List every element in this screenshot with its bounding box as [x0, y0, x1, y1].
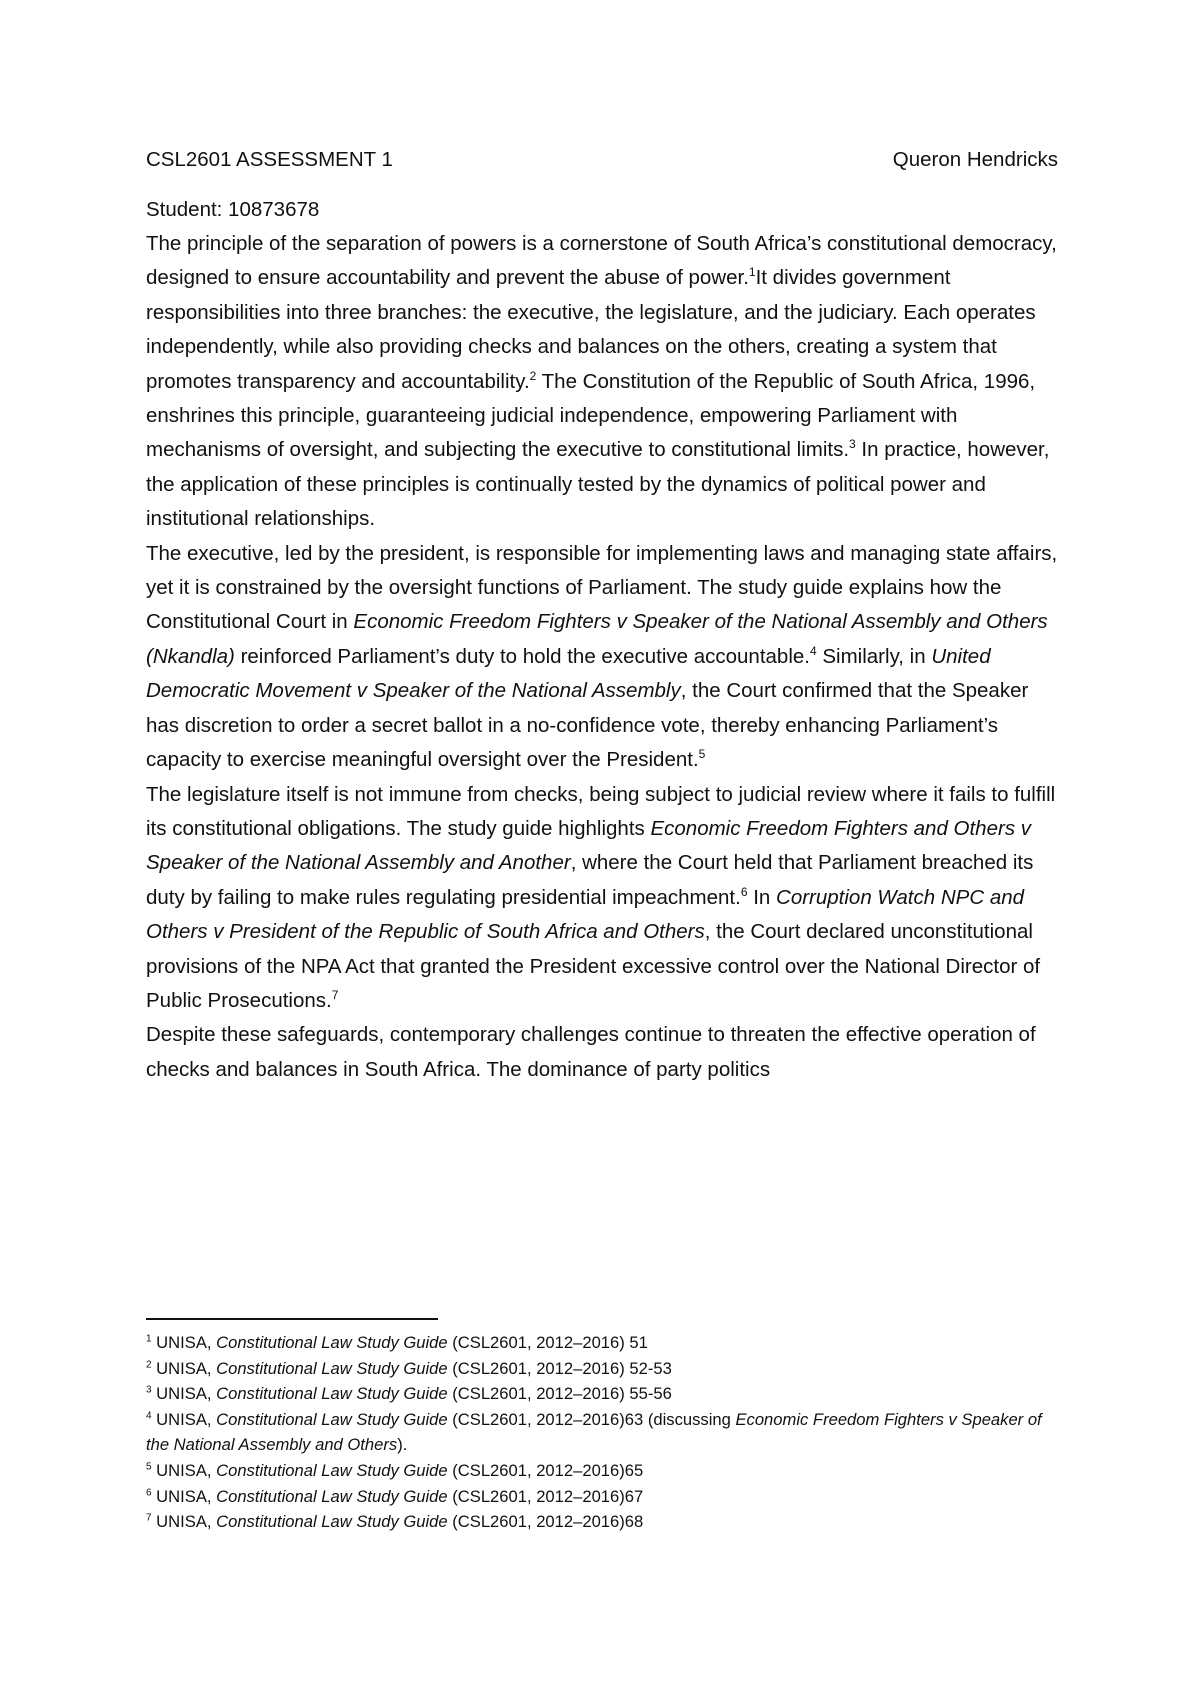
footnote-tail: (CSL2601, 2012–2016) 52-53: [447, 1358, 672, 1378]
text-run: The principle of the separation of powers is a cornerstone of South Africa’s constitutional democracy, designed to ensure accountability and prevent the abuse of power.: [146, 232, 1057, 290]
case-name: Corruption Watch NPC and Others v President of the Republic of South Africa and Others: [146, 885, 1025, 944]
footnote-2: [146, 1356, 1058, 1382]
footnote-prefix: UNISA,: [151, 1384, 217, 1404]
footnote-title: Constitutional Law Study Guide: [216, 1512, 448, 1532]
footnote-number: 5: [146, 1461, 152, 1473]
footnote-tail: (CSL2601, 2012–2016)63 (discussing: [447, 1409, 736, 1429]
footnotes: [146, 1330, 1058, 1535]
document-header: [146, 143, 1058, 177]
footnote-title: Constitutional Law Study Guide: [216, 1333, 448, 1352]
footnote-ref-1: 1: [748, 265, 756, 280]
footnote-tail: (CSL2601, 2012–2016)65: [447, 1460, 644, 1480]
case-name: Economic Freedom Fighters v Speaker of the National Assembly and Others (Nkandla): [146, 610, 1048, 668]
footnote-tail: (CSL2601, 2012–2016)67: [447, 1486, 644, 1506]
text-run: It divides government responsibilities into three branches: the executive, the legislature, and the judiciary. Each operates independently, while also providing checks and balances on the others, creating a system that promotes transparency and accountability.: [146, 266, 1036, 393]
footnote-4: [146, 1407, 1058, 1458]
footnote-ref-5: 5: [698, 747, 706, 762]
footnote-number: 3: [146, 1384, 152, 1396]
text-run: In: [747, 885, 777, 909]
footnote-ref-3: 3: [849, 437, 856, 452]
footnote-prefix: UNISA,: [151, 1512, 217, 1532]
footnote-title: Constitutional Law Study Guide: [216, 1409, 448, 1429]
footnote-tail: (CSL2601, 2012–2016) 51: [447, 1333, 648, 1352]
paragraph-executive: [146, 537, 1058, 778]
student-number: Student: 10873678: [146, 198, 320, 221]
footnote-ref-4: 4: [809, 644, 817, 659]
text-run: , the Court declared unconstitutional provisions of the NPA Act that granted the President excessive control over the National Director of Public Prosecutions.: [146, 920, 1041, 1012]
footnote-1: [146, 1330, 1058, 1356]
footnote-ref-7: 7: [331, 988, 339, 1003]
author-name: Queron Hendricks: [892, 148, 1058, 171]
footnote-prefix: UNISA,: [151, 1460, 217, 1480]
text-run: In practice, however, the application of these principles is continually tested by the dynamics of political power and institutional relationships.: [146, 438, 1050, 531]
footnote-tail: (CSL2601, 2012–2016)68: [447, 1512, 644, 1532]
paragraph-legislature: [146, 778, 1058, 1019]
document-body: [146, 143, 1058, 1087]
footnote-prefix: UNISA,: [151, 1333, 217, 1352]
paragraph-challenges: [146, 1018, 1058, 1087]
case-name: Economic Freedom Fighters and Others v Speaker of the National Assembly and Another: [146, 816, 1032, 875]
footnote-number: 6: [146, 1487, 152, 1499]
text-run: Similarly, in: [816, 644, 932, 668]
footnote-ref-6: 6: [740, 884, 748, 899]
case-name: United Democratic Movement v Speaker of the National Assembly: [146, 644, 991, 703]
footnote-number: 1: [146, 1333, 152, 1345]
text-run: The executive, led by the president, is responsible for implementing laws and managing state affairs, yet it is constrained by the oversight functions of Parliament. The study guide explains how the Constitutional Court in: [146, 541, 1058, 634]
footnote-ref-2: 2: [529, 368, 537, 383]
footnote-title: Constitutional Law Study Guide: [216, 1486, 448, 1506]
paragraph-introduction: [146, 227, 1058, 537]
text-run: Despite these safeguards, contemporary challenges continue to threaten the effective operation of checks and balances in South Africa. The dominance of party politics: [146, 1023, 1036, 1081]
text-run: , where the Court held that Parliament breached its duty by failing to make rules regulating presidential impeachment.: [146, 851, 1034, 909]
footnote-end: ).: [397, 1435, 408, 1455]
footnote-title: Constitutional Law Study Guide: [216, 1384, 448, 1404]
footnote-7: [146, 1509, 1058, 1535]
course-title: CSL2601 ASSESSMENT 1: [146, 148, 393, 171]
footnote-tail: (CSL2601, 2012–2016) 55-56: [447, 1384, 672, 1404]
footnote-prefix: UNISA,: [151, 1409, 217, 1429]
footnote-6: [146, 1484, 1058, 1510]
footnote-separator: [146, 1318, 438, 1320]
footnote-title: Constitutional Law Study Guide: [216, 1358, 448, 1378]
footnote-3: [146, 1381, 1058, 1407]
footnote-case-name: Economic Freedom Fighters v Speaker of the National Assembly and Others: [146, 1409, 1042, 1455]
text-run: , the Court confirmed that the Speaker has discretion to order a secret ballot in a no-confidence vote, thereby enhancing Parliament’s capacity to exercise meaningful oversight over the President.: [146, 679, 1029, 772]
footnote-number: 4: [146, 1410, 152, 1422]
footnote-number: 2: [146, 1359, 152, 1371]
footnote-number: 7: [146, 1512, 152, 1524]
footnote-5: [146, 1458, 1058, 1484]
footnote-title: Constitutional Law Study Guide: [216, 1460, 448, 1480]
text-run: The legislature itself is not immune from checks, being subject to judicial review where it fails to fulfill its constitutional obligations. The study guide highlights: [146, 782, 1056, 840]
footnote-prefix: UNISA,: [151, 1358, 217, 1378]
text-run: The Constitution of the Republic of South Africa, 1996, enshrines this principle, guaranteeing judicial independence, empowering Parliament with mechanisms of oversight, and subjecting the executive to constitutional limits.: [146, 369, 1036, 462]
footnote-prefix: UNISA,: [151, 1486, 217, 1506]
text-run: reinforced Parliament’s duty to hold the executive accountable.: [234, 644, 810, 668]
